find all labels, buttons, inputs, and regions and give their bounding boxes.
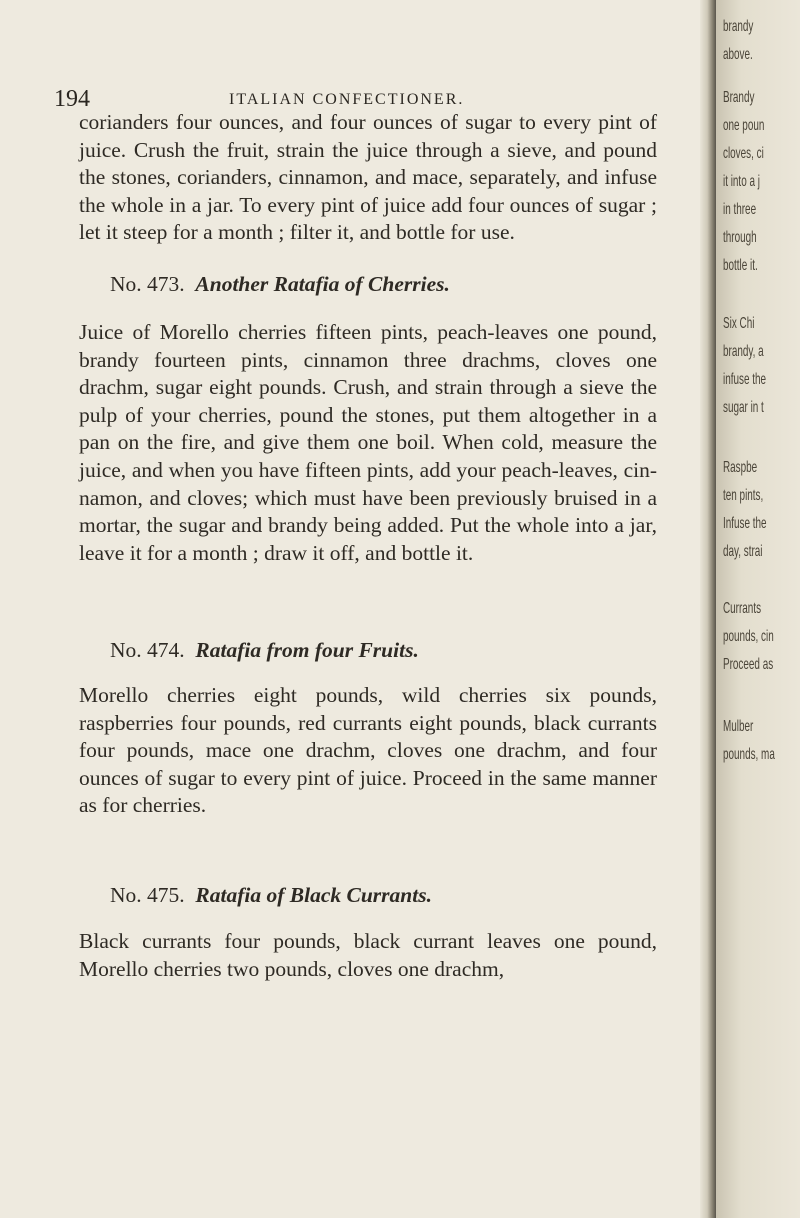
recipe-body-475: Black currants four pounds, black currant leaves one pound, Morello cherries two pounds, cloves one drachm, bbox=[79, 929, 657, 981]
fragment-line: Currants bbox=[723, 600, 762, 617]
book-gutter-shadow bbox=[700, 0, 716, 1218]
fragment-line: day, strai bbox=[723, 543, 763, 560]
fragment-line: in three bbox=[723, 201, 757, 218]
recipe-number: No. 473. bbox=[110, 272, 185, 296]
fragment-line: pounds, cin bbox=[723, 628, 774, 645]
recipe-title: Ratafia from four Fruits. bbox=[195, 638, 419, 662]
fragment-line: bottle it. bbox=[723, 257, 758, 274]
fragment-line: Brandy bbox=[723, 89, 755, 106]
recipe-heading-475 bbox=[110, 883, 670, 908]
facing-page-edge bbox=[716, 0, 800, 1218]
recipe-heading-474 bbox=[110, 638, 670, 663]
recipe-number: No. 475. bbox=[110, 883, 185, 907]
fragment-line: brandy bbox=[723, 18, 754, 35]
recipe-title: Ratafia of Black Currants. bbox=[195, 883, 432, 907]
running-header: ITALIAN CONFECTIONER. bbox=[229, 91, 465, 108]
intro-paragraph: corianders four ounces, and four ounces of sugar to every pint of juice. Crush the fruit, strain the juice through a sieve, and pound the stones, corianders, cinnamon, and mace, separately, and infuse the whole in a jar. To every pint of juice add four ounces of sugar ; let it steep for a month ; filter it, and bottle for use. bbox=[79, 110, 657, 245]
fragment-line: sugar in t bbox=[723, 399, 764, 416]
recipe-heading-473 bbox=[110, 272, 670, 297]
fragment-line: Infuse the bbox=[723, 515, 767, 532]
recipe-number: No. 474. bbox=[110, 638, 185, 662]
fragment-line: infuse the bbox=[723, 371, 767, 388]
fragment-line: it into a j bbox=[723, 173, 760, 190]
fragment-line: through bbox=[723, 229, 757, 246]
fragment-line: above. bbox=[723, 46, 753, 63]
page-number: 194 bbox=[54, 86, 90, 112]
recipe-title: Another Ratafia of Cherries. bbox=[195, 272, 450, 296]
facing-page-fragments bbox=[716, 0, 800, 1218]
fragment-line: one poun bbox=[723, 117, 765, 134]
fragment-line: cloves, ci bbox=[723, 145, 764, 162]
fragment-line: Mulber bbox=[723, 718, 754, 735]
fragment-line: pounds, ma bbox=[723, 746, 775, 763]
fragment-line: brandy, a bbox=[723, 343, 764, 360]
fragment-line: ten pints, bbox=[723, 487, 764, 504]
fragment-line: Proceed as bbox=[723, 656, 774, 673]
recipe-body-473: Juice of Morello cherries fifteen pints, peach-leaves one pound, brandy fourteen pints, cinnamon three drachms, cloves one drachm, sugar eight pounds. Crush, and strain through a sieve the pulp of your cherries, pound the stones, put them altogether in a pan on the fire, and give them one boil. When cold, measure the juice, and when you have fifteen pints, add your peach-leaves, cin-namon, and cloves; which must have been previously bruised in a mortar, the sugar and brandy being added. Put the whole into a jar, leave it for a month ; draw it off, and bottle it. bbox=[79, 320, 657, 565]
recipe-body-474: Morello cherries eight pounds, wild cherries six pounds, raspberries four pounds, red currants eight pounds, black currants four pounds, mace one drachm, cloves one drachm, and four ounces of sugar to every pint of juice. Proceed in the same manner as for cherries. bbox=[79, 683, 657, 818]
fragment-line: Raspbe bbox=[723, 459, 758, 476]
fragment-line: Six Chi bbox=[723, 315, 755, 332]
